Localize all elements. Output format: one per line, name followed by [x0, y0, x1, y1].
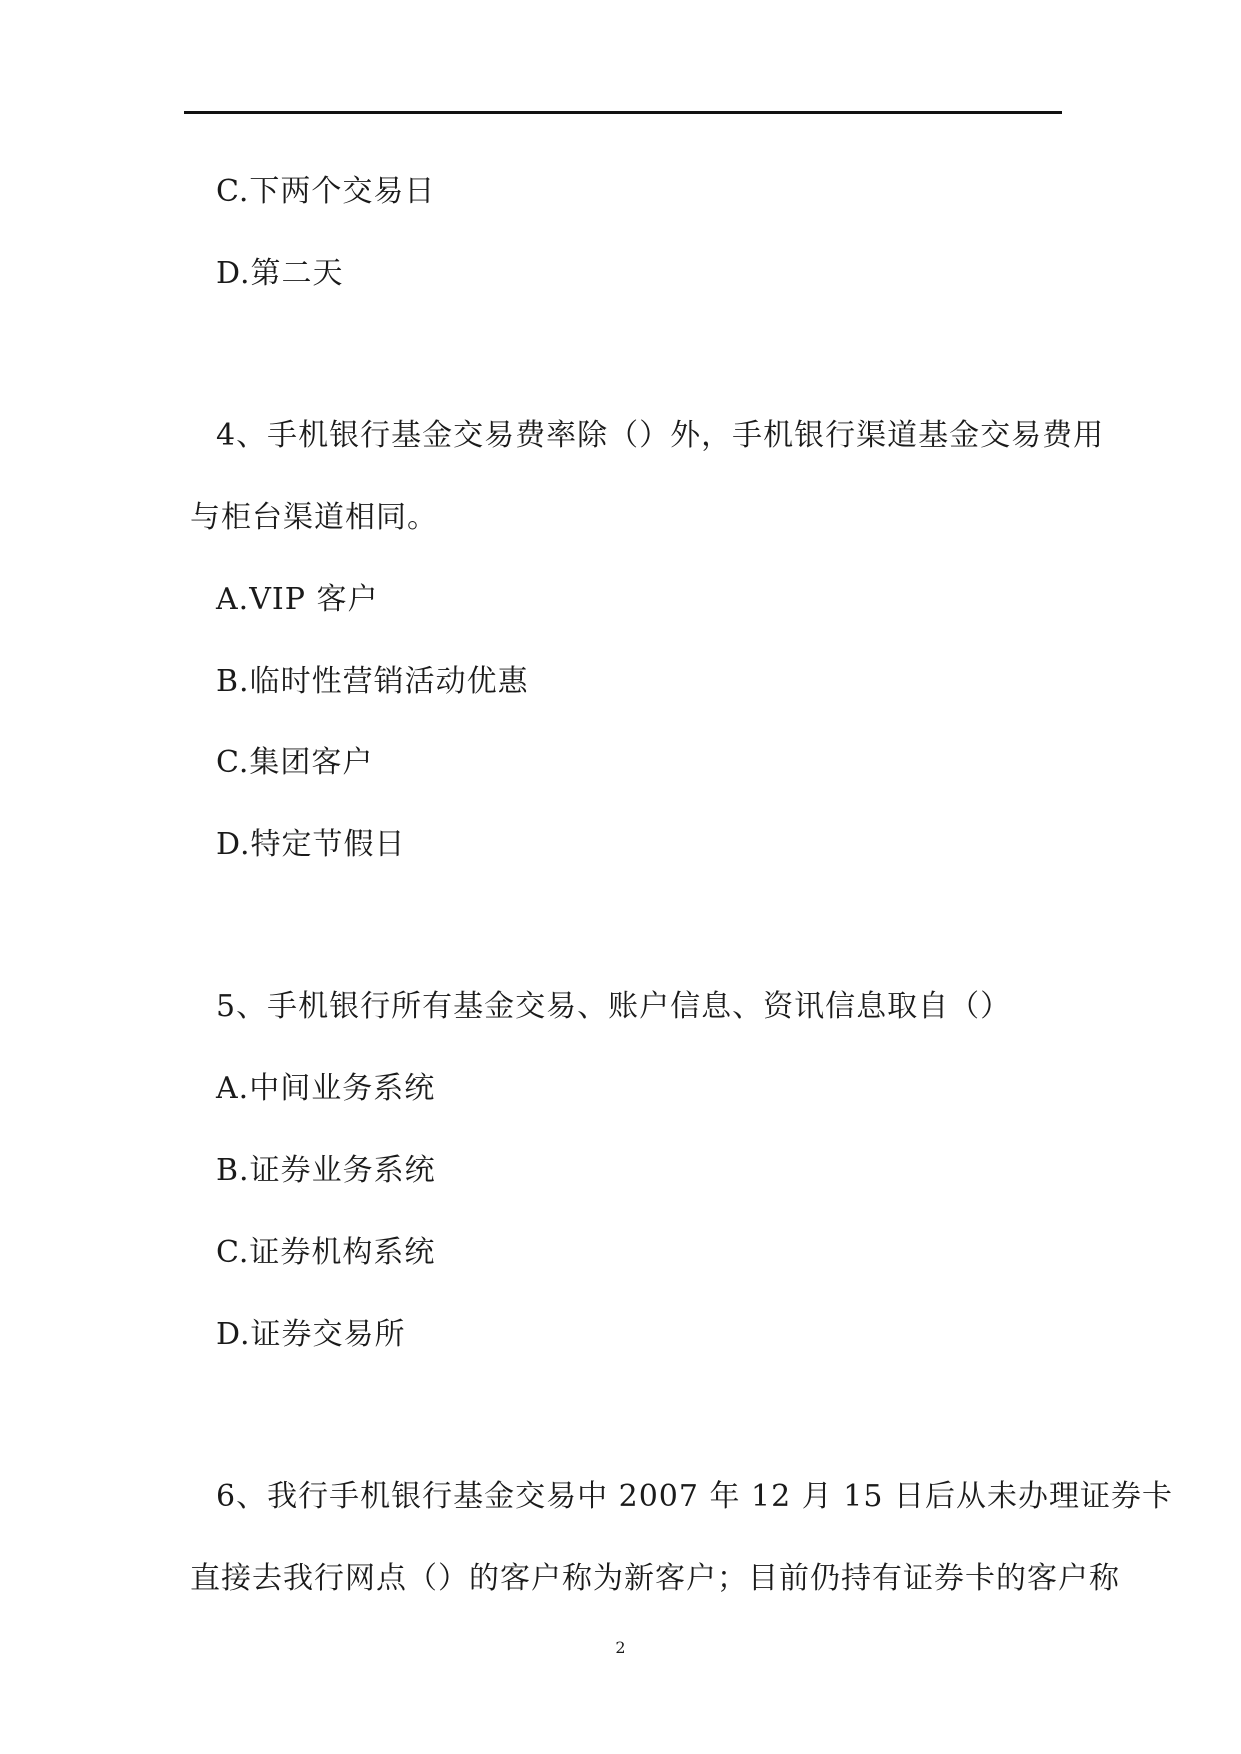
q4-option-d: D.特定节假日: [216, 827, 406, 862]
q6-question-line2: 直接去我行网点（）的客户称为新客户；目前仍持有证券卡的客户称: [190, 1561, 1120, 1596]
q4-option-b: B.临时性营销活动优惠: [216, 664, 529, 699]
q6-question-line1: 6、我行手机银行基金交易中 2007 年 12 月 15 日后从未办理证券卡: [216, 1479, 1173, 1514]
q5-option-b: B.证券业务系统: [216, 1153, 436, 1188]
q5-option-d: D.证券交易所: [216, 1317, 406, 1352]
q3-option-c: C.下两个交易日: [216, 174, 436, 209]
q5-question-line1: 5、手机银行所有基金交易、账户信息、资讯信息取自（）: [216, 989, 1012, 1024]
q3-option-d: D.第二天: [216, 256, 344, 291]
q4-option-a: A.VIP 客户: [216, 582, 379, 617]
q4-question-line2: 与柜台渠道相同。: [190, 500, 438, 535]
q5-option-c: C.证券机构系统: [216, 1235, 436, 1270]
page-number: 2: [615, 1638, 626, 1657]
q4-question-line1: 4、手机银行基金交易费率除（）外，手机银行渠道基金交易费用: [216, 418, 1105, 453]
header-rule: [184, 111, 1062, 114]
q5-option-a: A.中间业务系统: [216, 1071, 436, 1106]
q4-option-c: C.集团客户: [216, 745, 374, 780]
